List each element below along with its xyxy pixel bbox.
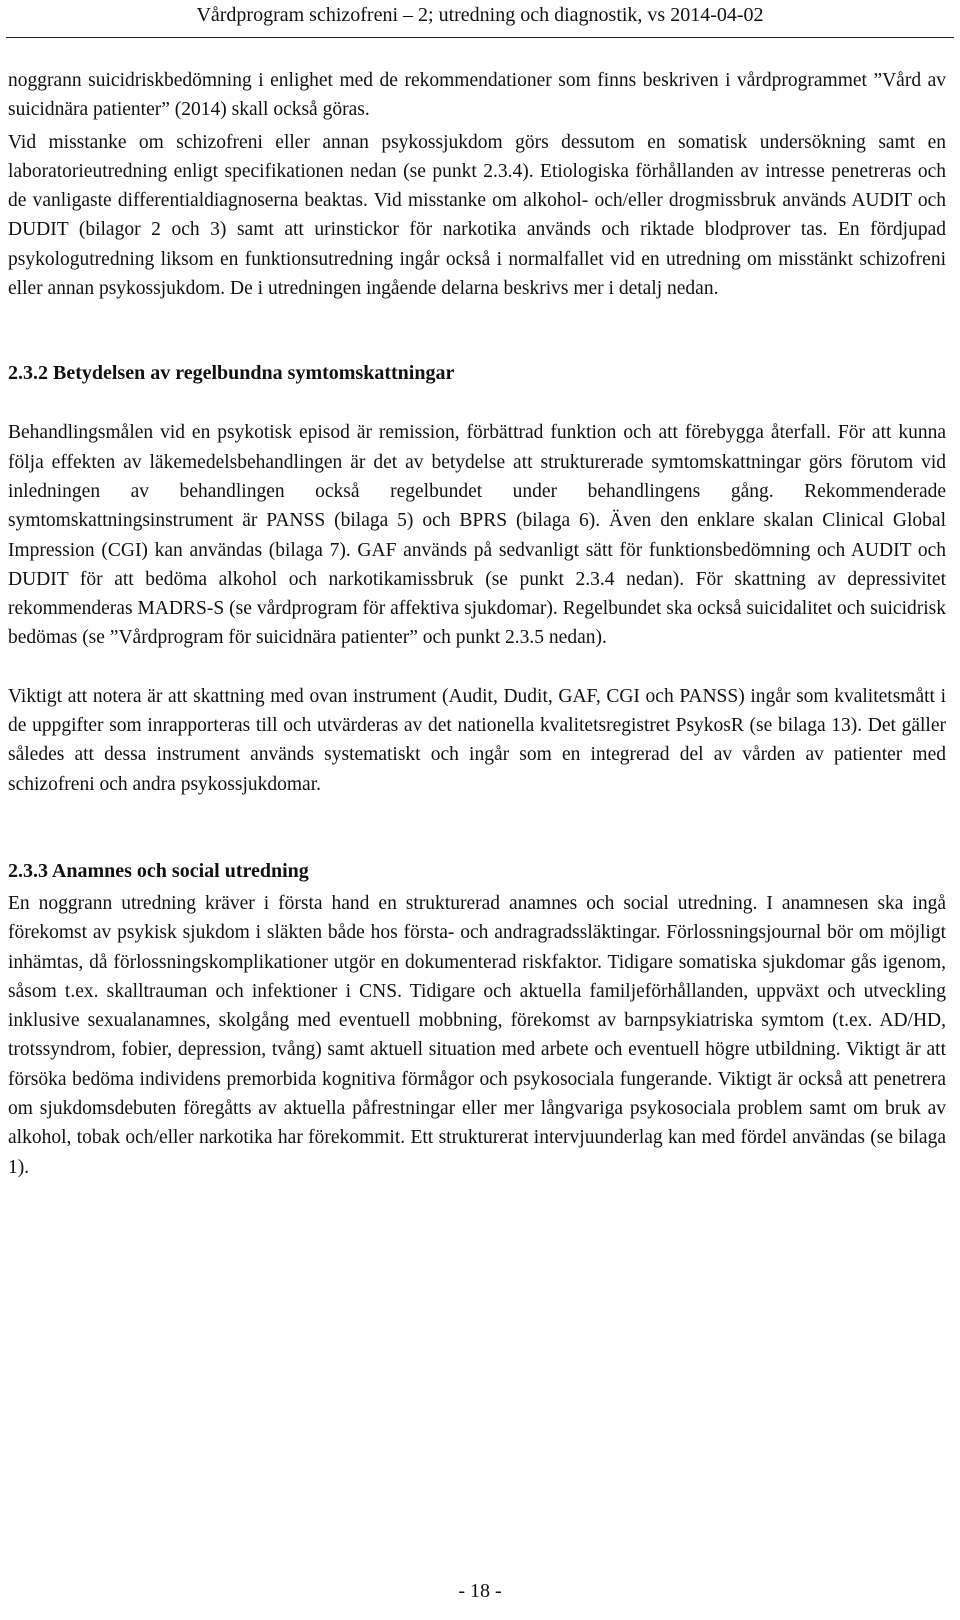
section-heading-2-3-2	[8, 359, 946, 388]
paragraph-anamnesis: En noggrann utredning kräver i första hand en strukturerad anamnes och social utredning. I anamnesen ska ingå förekomst av psykisk sjukdom i släkten både hos första- och andragradssläktingar. Förlossningsjournal bör om möjligt inhämtas, då förlossningskomplikationer utgör en dokumenterad riskfaktor. Tidigare somatiska sjukdomar gås igenom, såsom t.ex. skalltrauman och infektioner i CNS. Tidigare och aktuella familjeförhållanden, uppväxt och utveckling inklusive sexualanamnes, skolgång med eventuell mobbning, förekomst av barnpsykiatriska symtom (t.ex. AD/HD, trotssyndrom, fobier, depression, tvång) samt aktuell situation med arbete och eventuell högre utbildning. Viktigt är att försöka bedöma individens premorbida kognitiva förmågor och psykosociala fungerande. Viktigt är också att penetrera om sjukdomsdebuten föregåtts av aktuella påfrestningar eller mer långvariga psykosociala problem samt om bruk av alkohol, tobak och/eller narkotika har förekommit. Ett strukturerat intervjuunderlag kan med fördel användas (se bilaga 1).	[8, 892, 946, 1178]
section-title: Betydelsen av regelbundna symtomskattningar	[53, 362, 455, 385]
section-number: 2.3.2	[8, 362, 48, 385]
paragraph-quality-measures: Viktigt att notera är att skattning med ovan instrument (Audit, Dudit, GAF, CGI och PANSS) ingår som kvalitetsmått i de uppgifter som inrapporteras till och utvärderas av det nationella kvalitetsregistret PsykosR (se bilaga 13). Det gäller således att dessa instrument används systematiskt och ingår som en integrerad del av vården av patienter med schizofreni och andra psykossjukdomar.	[8, 685, 946, 795]
header-divider	[6, 37, 954, 38]
paragraph-suicide-assessment: noggrann suicidriskbedömning i enlighet med de rekommendationer som finns beskriven i vårdprogrammet ”Vård av suicidnära patienter” (2014) skall också göras.	[8, 70, 946, 121]
page-number: - 18 -	[458, 1580, 502, 1602]
section-title: Anamnes och social utredning	[51, 859, 309, 882]
page-content	[8, 66, 946, 1182]
running-header: Vårdprogram schizofreni – 2; utredning och diagnostik, vs 2014-04-02	[196, 4, 764, 26]
paragraph-somatic-examination: Vid misstanke om schizofreni eller annan psykossjukdom görs dessutom en somatisk undersökning samt en laboratorieutredning enligt specifikationen nedan (se punkt 2.3.4). Etiologiska förhållanden av intresse penetreras och de vanligaste differentialdiagnoserna beaktas. Vid misstanke om alkohol- och/eller drogmissbruk används AUDIT och DUDIT (bilagor 2 och 3) samt att urinstickor för narkotika används och riktade blodprover tas. En fördjupad psykologutredning liksom en funktionsutredning ingår också i normalfallet vid en utredning om misstänkt schizofreni eller annan psykossjukdom. De i utredningen ingående delarna beskrivs mer i detalj nedan.	[8, 131, 946, 300]
section-number: 2.3.3	[8, 859, 48, 882]
section-heading-2-3-3	[8, 857, 946, 886]
paragraph-treatment-goals: Behandlingsmålen vid en psykotisk episod är remission, förbättrad funktion och att förebygga återfall. För att kunna följa effekten av läkemedelsbehandlingen är det av betydelse att strukturerade symtomskattningar görs förutom vid inledningen av behandlingen också regelbundet under behandlingens gång. Rekommenderade symtomskattningsinstrument är PANSS (bilaga 5) och BPRS (bilaga 6). Även den enklare skalan Clinical Global Impression (CGI) kan användas (bilaga 7). GAF används på sedvanligt sätt för funktionsbedömning och AUDIT och DUDIT för att bedöma alkohol och narkotikamissbruk (se punkt 2.3.4 nedan). För skattning av depressivitet rekommenderas MADRS-S (se vårdprogram för affektiva sjukdomar). Regelbundet ska också suicidalitet och suicidrisk bedömas (se ”Vårdprogram för suicidnära patienter” och punkt 2.3.5 nedan).	[8, 422, 946, 649]
